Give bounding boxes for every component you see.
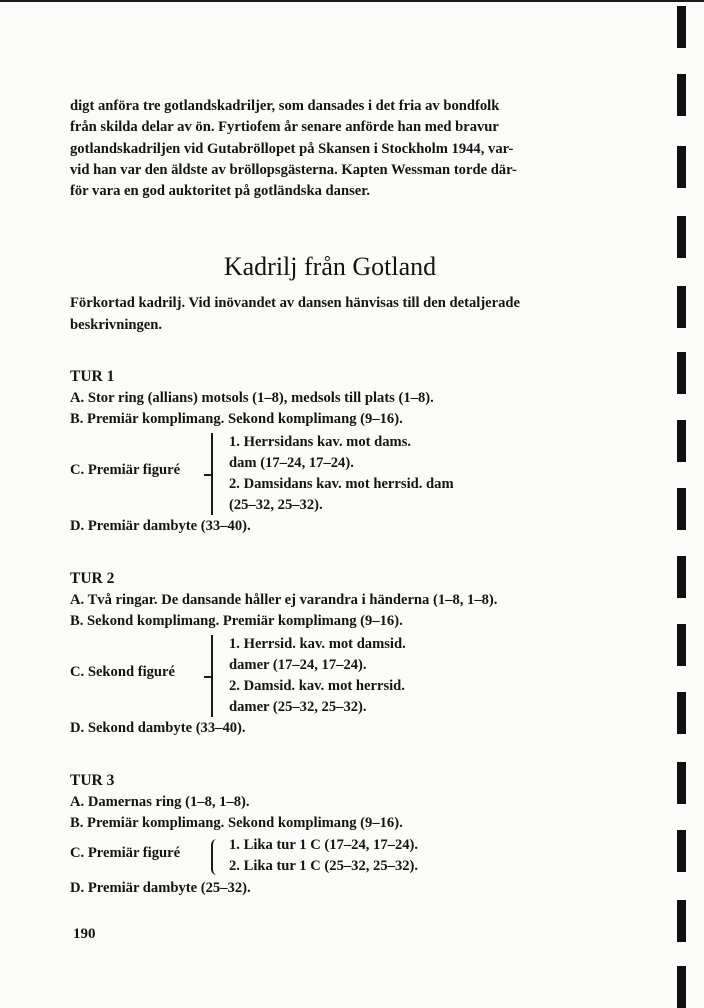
tur-3-section <box>70 770 610 899</box>
tur-2-section <box>70 568 610 739</box>
figure-line: 1. Herrsid. kav. mot damsid. <box>229 636 406 652</box>
figure-line: 2. Damsid. kav. mot herrsid. <box>229 678 405 694</box>
step-a: A. Två ringar. De dansande håller ej varandra i händerna (1–8, 1–8). <box>70 592 498 608</box>
brace-lines <box>229 634 406 718</box>
brace-lines <box>229 835 418 877</box>
scan-edge-mark <box>677 6 686 48</box>
step-c-label: C. Premiär figuré <box>70 845 181 861</box>
scan-edge-mark <box>677 966 686 1008</box>
scan-edge-mark <box>677 420 686 462</box>
page-top-rule <box>0 0 704 2</box>
figure-line: (25–32, 25–32). <box>229 497 323 513</box>
scan-edge-mark <box>677 352 686 394</box>
scan-edge-mark <box>677 146 686 188</box>
figure-line: damer (17–24, 17–24). <box>229 657 367 673</box>
tur-heading: TUR 1 <box>70 368 115 385</box>
step-c <box>70 834 610 878</box>
scan-edge-mark <box>677 556 686 598</box>
figure-line: 2. Damsidans kav. mot herrsid. dam <box>229 476 454 492</box>
step-c <box>70 632 610 718</box>
tur-1-section <box>70 366 610 537</box>
scan-edge-mark <box>677 216 686 258</box>
step-b: B. Premiär komplimang. Sekond komplimang (9–16). <box>70 411 403 427</box>
brace <box>211 839 217 875</box>
scan-edge-mark <box>677 762 686 804</box>
text-line: Förkortad kadrilj. Vid inövandet av dansen hänvisas till den detaljerade <box>70 295 521 311</box>
scan-edge-mark <box>677 624 686 666</box>
step-c-label: C. Sekond figuré <box>70 664 176 680</box>
intro-paragraph <box>70 96 590 202</box>
step-d: D. Sekond dambyte (33–40). <box>70 720 246 736</box>
step-c-label: C. Premiär figuré <box>70 462 181 478</box>
abbreviation-note <box>70 293 590 336</box>
scan-edge-mark <box>677 692 686 734</box>
brace <box>211 635 217 717</box>
text-line: gotlandskadriljen vid Gutabröllopet på Skansen i Stockholm 1944, var- <box>70 140 514 157</box>
scan-edge-mark <box>677 900 686 942</box>
page-number: 190 <box>73 926 96 942</box>
figure-line: damer (25–32, 25–32). <box>229 699 367 715</box>
text-line: digt anföra tre gotlandskadriljer, som dansades i det fria av bondfolk <box>70 98 500 114</box>
step-b: B. Sekond komplimang. Premiär komplimang (9–16). <box>70 613 403 629</box>
step-c <box>70 430 610 516</box>
text-line: beskrivningen. <box>70 316 163 333</box>
figure-line: 1. Lika tur 1 C (17–24, 17–24). <box>229 837 419 853</box>
figure-line: 1. Herrsidans kav. mot dams. <box>229 434 412 450</box>
figure-line: dam (17–24, 17–24). <box>229 455 354 471</box>
brace <box>211 433 217 515</box>
step-b: B. Premiär komplimang. Sekond komplimang (9–16). <box>70 815 403 831</box>
text-line: för vara en god auktoritet på gotländska danser. <box>70 183 371 200</box>
step-d: D. Premiär dambyte (33–40). <box>70 518 251 534</box>
tur-heading: TUR 3 <box>70 772 115 789</box>
brace-lines <box>229 432 454 516</box>
section-title: Kadrilj från Gotland <box>223 252 437 281</box>
tur-heading: TUR 2 <box>70 570 115 587</box>
step-a: A. Damernas ring (1–8, 1–8). <box>70 794 250 810</box>
scan-edge-mark <box>677 488 686 530</box>
scan-edge-mark <box>677 286 686 328</box>
step-a: A. Stor ring (allians) motsols (1–8), medsols till plats (1–8). <box>70 390 434 406</box>
text-line: från skilda delar av ön. Fyrtiofem år senare anförde han med bravur <box>70 119 499 136</box>
scan-edge-mark <box>677 74 686 116</box>
figure-line: 2. Lika tur 1 C (25–32, 25–32). <box>229 858 419 874</box>
step-d: D. Premiär dambyte (25–32). <box>70 880 251 896</box>
text-line: vid han var den äldste av bröllopsgästerna. Kapten Wessman torde där- <box>70 161 517 178</box>
scan-edge-mark <box>677 830 686 872</box>
